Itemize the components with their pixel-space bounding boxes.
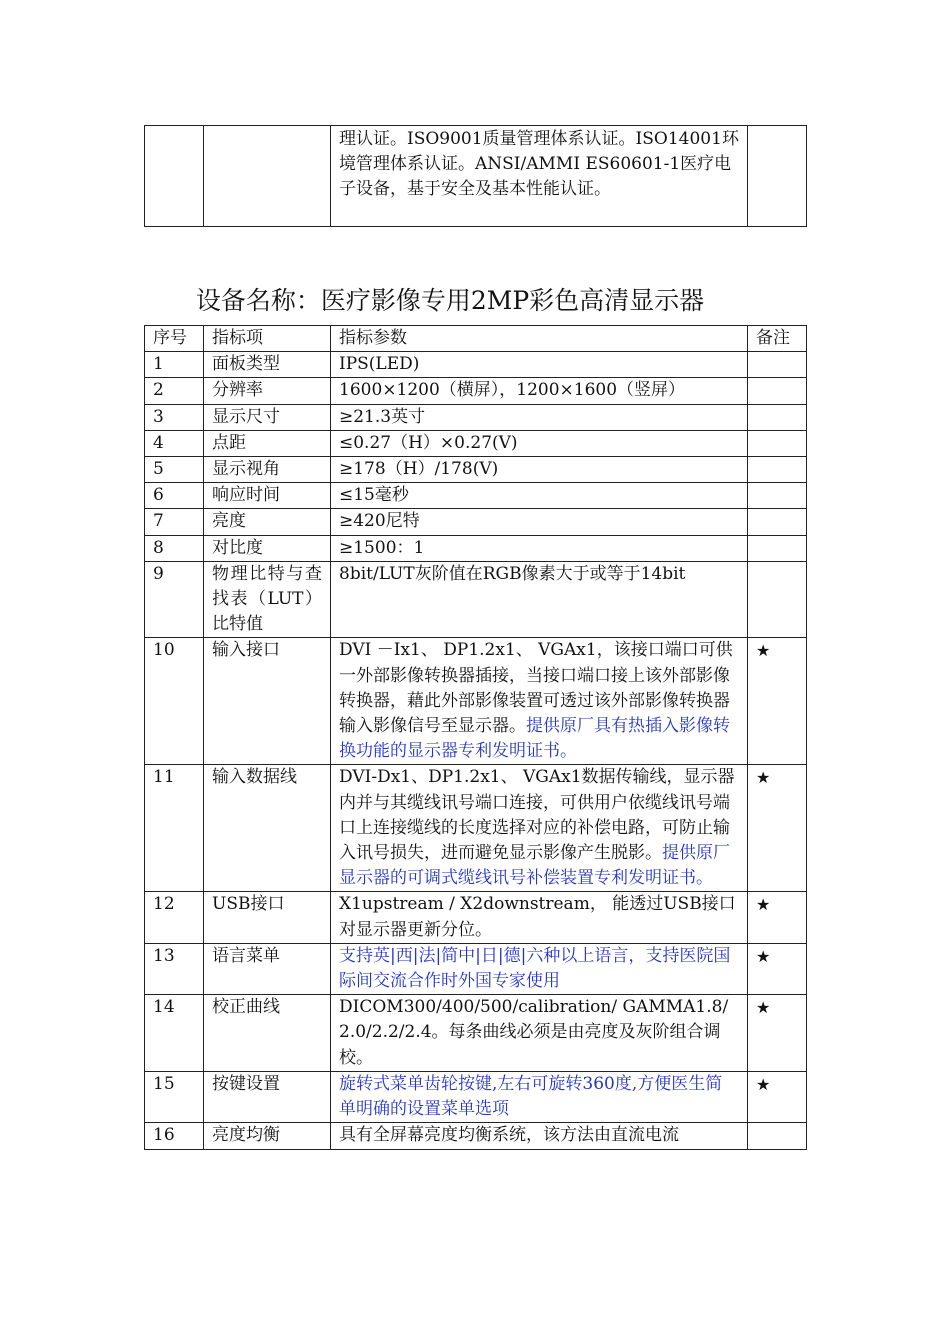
- row-number: 10: [145, 638, 204, 765]
- param-text: ≥21.3英寸: [339, 406, 426, 427]
- table-row: [145, 765, 807, 892]
- row-note: ★: [748, 995, 807, 1072]
- cell-no: [145, 126, 204, 227]
- param-text: IPS(LED): [339, 354, 420, 375]
- row-note: ★: [748, 892, 807, 943]
- table-row: [145, 561, 807, 638]
- param-text: 1600×1200（横屏），1200×1600（竖屏）: [339, 380, 686, 401]
- table-row: [145, 483, 807, 509]
- table-row: [145, 509, 807, 535]
- param-text: 具有全屏幕亮度均衡系统，该方法由直流电流: [339, 1125, 679, 1146]
- row-param: [331, 404, 748, 430]
- row-param: [331, 995, 748, 1072]
- table-row: [145, 1071, 807, 1122]
- row-item: 亮度均衡: [204, 1123, 331, 1149]
- row-note: ★: [748, 1071, 807, 1122]
- row-number: 4: [145, 430, 204, 456]
- row-number: 2: [145, 378, 204, 404]
- row-param: [331, 509, 748, 535]
- table-row: [145, 404, 807, 430]
- page-title: 设备名称：医疗影像专用2MP彩色高清显示器: [195, 286, 705, 315]
- row-item: 亮度: [204, 509, 331, 535]
- row-number: 5: [145, 457, 204, 483]
- row-note: [748, 561, 807, 638]
- row-param: [331, 457, 748, 483]
- row-number: 14: [145, 995, 204, 1072]
- table-row: [145, 126, 807, 227]
- param-highlight-text: 旋转式菜单齿轮按键,左右可旋转360度,方便医生简单明确的设置菜单选项: [339, 1073, 723, 1120]
- table-row: [145, 1123, 807, 1149]
- row-item: 响应时间: [204, 483, 331, 509]
- row-item: USB接口: [204, 892, 331, 943]
- table-row: [145, 378, 807, 404]
- row-number: 12: [145, 892, 204, 943]
- spec-table: [144, 325, 807, 1150]
- table-row: [145, 995, 807, 1072]
- row-item: 语言菜单: [204, 943, 331, 994]
- row-item: 分辨率: [204, 378, 331, 404]
- table-header-row: [145, 326, 807, 352]
- row-param: [331, 430, 748, 456]
- spec-table-body: [145, 326, 807, 1150]
- row-note: [748, 404, 807, 430]
- row-item: 按键设置: [204, 1071, 331, 1122]
- table-row: [145, 430, 807, 456]
- row-item: 输入接口: [204, 638, 331, 765]
- row-note: [748, 1123, 807, 1149]
- row-number: 3: [145, 404, 204, 430]
- row-item: 物理比特与查找表（LUT）比特值: [204, 561, 331, 638]
- param-text: DVI-Dx1、DP1.2x1、 VGAx1数据传输线，显示器内并与其缆线讯号端口连接，可供用户依缆线讯号端口上连接缆线的长度选择对应的补偿电路，可防止输入讯号损失，进而避免显示影像产生脱影。: [339, 767, 735, 864]
- row-note: [748, 535, 807, 561]
- row-item: 输入数据线: [204, 765, 331, 892]
- row-param: [331, 638, 748, 765]
- cell-param: [331, 126, 748, 227]
- row-number: 9: [145, 561, 204, 638]
- header-no: 序号: [145, 326, 204, 352]
- param-highlight-text: 支持英|西|法|简中|日|德|六种以上语言，支持医院国际间交流合作时外国专家使用: [339, 945, 731, 992]
- header-item: 指标项: [204, 326, 331, 352]
- row-item: 显示尺寸: [204, 404, 331, 430]
- row-number: 8: [145, 535, 204, 561]
- certification-text: 理认证。ISO9001质量管理体系认证。ISO14001环境管理体系认证。ANSI/AMMI ES60601-1医疗电子设备，基于安全及基本性能认证。: [339, 129, 739, 200]
- row-note: ★: [748, 943, 807, 994]
- row-note: [748, 378, 807, 404]
- row-param: [331, 483, 748, 509]
- row-item: 校正曲线: [204, 995, 331, 1072]
- row-note: [748, 430, 807, 456]
- param-text: ≥1500：1: [339, 537, 425, 558]
- table-row: [145, 457, 807, 483]
- param-text: 8bit/LUT灰阶值在RGB像素大于或等于14bit: [339, 563, 686, 584]
- row-note: [748, 457, 807, 483]
- param-text: ≤0.27（H）×0.27(V): [339, 432, 518, 453]
- header-param: 指标参数: [331, 326, 748, 352]
- previous-spec-table-fragment: [144, 125, 807, 227]
- param-text: ≤15毫秒: [339, 485, 409, 506]
- param-highlight-text: 提供原厂显示器的可调式缆线讯号补偿装置专利发明证书。: [339, 843, 730, 889]
- table-row: [145, 535, 807, 561]
- row-note: ★: [748, 765, 807, 892]
- row-item: 面板类型: [204, 352, 331, 378]
- param-text: ≥178（H）/178(V): [339, 459, 499, 480]
- row-number: 11: [145, 765, 204, 892]
- row-param: [331, 765, 748, 892]
- row-note: ★: [748, 638, 807, 765]
- table-row: [145, 638, 807, 765]
- table-row: [145, 892, 807, 943]
- row-number: 7: [145, 509, 204, 535]
- cell-item: [204, 126, 331, 227]
- row-item: 显示视角: [204, 457, 331, 483]
- row-param: [331, 378, 748, 404]
- row-item: 对比度: [204, 535, 331, 561]
- row-param: [331, 535, 748, 561]
- row-param: [331, 1123, 748, 1149]
- param-text: DICOM300/400/500/calibration/ GAMMA1.8/2.0/2.2/2.4。每条曲线必须是由亮度及灰阶组合调校。: [339, 997, 729, 1068]
- param-highlight-text: 提供原厂具有热插入影像转换功能的显示器专利发明证书。: [339, 716, 730, 762]
- row-param: [331, 561, 748, 638]
- param-text: ≥420尼特: [339, 511, 420, 532]
- row-note: [748, 483, 807, 509]
- row-number: 1: [145, 352, 204, 378]
- header-note: 备注: [748, 326, 807, 352]
- row-note: [748, 352, 807, 378]
- row-number: 13: [145, 943, 204, 994]
- row-param: [331, 892, 748, 943]
- row-param: [331, 1071, 748, 1122]
- row-item: 点距: [204, 430, 331, 456]
- row-number: 15: [145, 1071, 204, 1122]
- row-note: [748, 509, 807, 535]
- row-number: 16: [145, 1123, 204, 1149]
- row-param: [331, 352, 748, 378]
- param-text: DVI －Ix1、 DP1.2x1、 VGAx1，该接口端口可供一外部影像转换器插接，当接口端口接上该外部影像转换器，藉此外部影像装置可透过该外部影像转换器输入影像信号至显示器。: [339, 640, 733, 737]
- cell-note: [748, 126, 807, 227]
- row-number: 6: [145, 483, 204, 509]
- param-text: X1upstream / X2downstream， 能透过USB接口对显示器更新分位。: [339, 894, 736, 940]
- table-row: [145, 943, 807, 994]
- table-row: [145, 352, 807, 378]
- row-param: [331, 943, 748, 994]
